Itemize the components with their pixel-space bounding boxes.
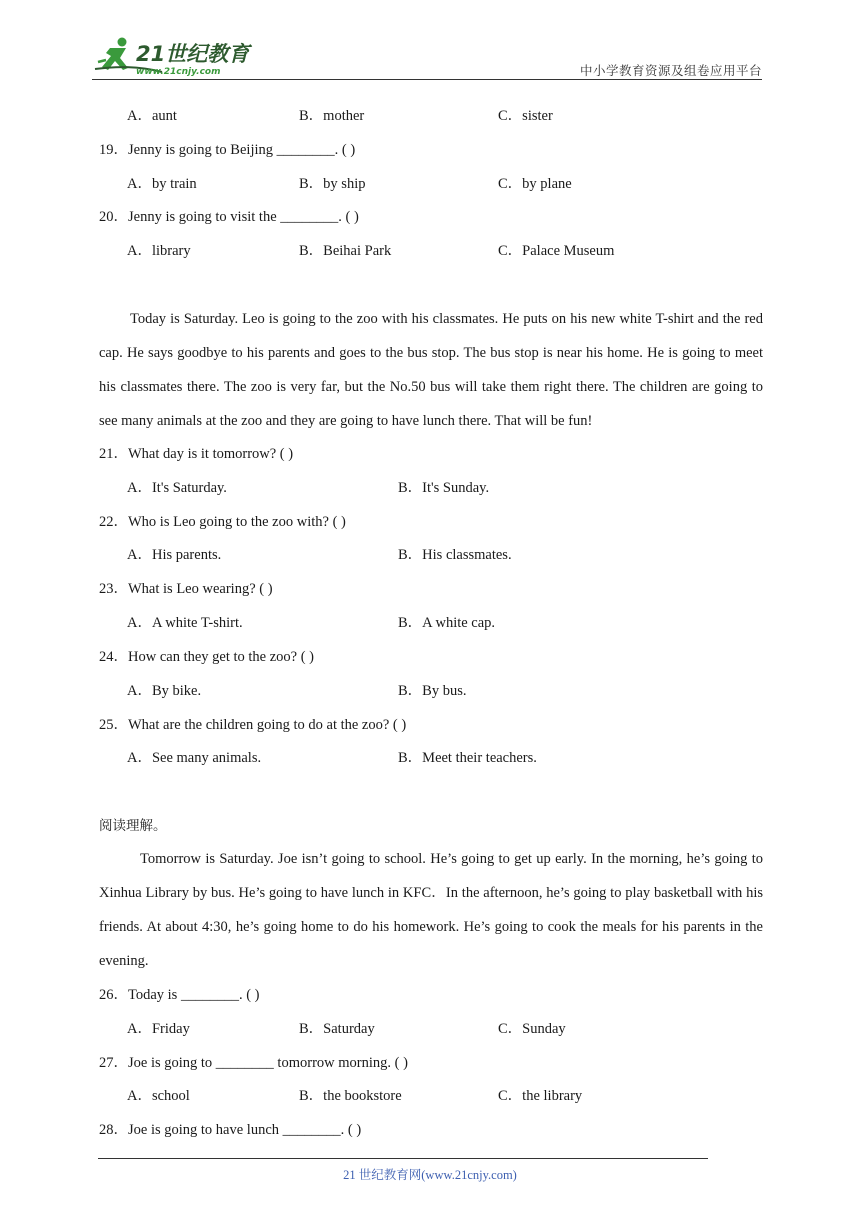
passage-joe: Tomorrow is Saturday. Joe isn’t going to school. He’s going to get up early. In the morning, he’s going to Xinhua Library by bus. He’s going to have lunch in KFC．In the afternoon, he’s going to play basketball with his friends. At about 4:30, he’s going home to do his homework. He’s going to cook the meals for his parents in the evening. bbox=[99, 851, 763, 969]
question-19: 19．Jenny is going to Beijing ________. ( ) bbox=[99, 142, 356, 158]
page-header bbox=[92, 34, 762, 80]
q21-option-a: A．It's Saturday. bbox=[127, 480, 227, 496]
q20-option-b: B．Beihai Park bbox=[299, 243, 392, 259]
footer-site-link[interactable]: 21 世纪教育网(www.21cnjy.com) bbox=[343, 1168, 517, 1182]
question-21: 21．What day is it tomorrow? ( ) bbox=[99, 446, 294, 462]
q20-option-c: C．Palace Museum bbox=[498, 243, 615, 259]
passage-leo: Today is Saturday. Leo is going to the zoo with his classmates. He puts on his new white T-shirt and the red cap. He says goodbye to his parents and goes to the bus stop. The bus stop is near his home. He is going to meet his classmates there. The zoo is very far, but the No.50 bus will take them right there. The children are going to see many animals at the zoo and they are going to have lunch there. That will be fun! bbox=[99, 311, 763, 429]
logo-main-text: 21世纪教育 bbox=[136, 42, 250, 66]
q19-option-a: A．by train bbox=[127, 176, 197, 192]
logo-21cnjy bbox=[92, 34, 262, 78]
q20-option-a: A．library bbox=[127, 243, 191, 259]
question-26: 26．Today is ________. ( ) bbox=[99, 987, 260, 1003]
question-22: 22．Who is Leo going to the zoo with? ( ) bbox=[99, 514, 346, 530]
q26-option-c: C．Sunday bbox=[498, 1021, 566, 1037]
q27-option-c: C．the library bbox=[498, 1088, 583, 1104]
q22-option-a: A．His parents. bbox=[127, 547, 222, 563]
q23-option-b: B．A white cap. bbox=[398, 615, 496, 631]
q26-option-b: B．Saturday bbox=[299, 1021, 375, 1037]
question-24: 24．How can they get to the zoo? ( ) bbox=[99, 649, 315, 665]
header-platform-text: 中小学教育资源及组卷应用平台 bbox=[579, 63, 762, 78]
question-25: 25．What are the children going to do at the zoo? ( ) bbox=[99, 717, 407, 733]
q19-option-c: C．by plane bbox=[498, 176, 572, 192]
q27-option-a: A．school bbox=[127, 1088, 190, 1104]
q21-option-b: B．It's Sunday. bbox=[398, 480, 490, 496]
question-20: 20．Jenny is going to visit the ________. ( ) bbox=[99, 209, 359, 225]
q25-option-a: A．See many animals. bbox=[127, 750, 262, 766]
question-28: 28．Joe is going to have lunch ________. ( ) bbox=[99, 1122, 362, 1138]
q23-option-a: A．A white T-shirt. bbox=[127, 615, 243, 631]
footer-rule bbox=[98, 1158, 708, 1159]
logo-url-text: www.21cnjy.com bbox=[136, 67, 221, 77]
q25-option-b: B．Meet their teachers. bbox=[398, 750, 537, 766]
q24-option-a: A．By bike. bbox=[127, 683, 202, 699]
question-23: 23．What is Leo wearing? ( ) bbox=[99, 581, 273, 597]
header-rule bbox=[92, 79, 762, 80]
question-27: 27．Joe is going to ________ tomorrow morning. ( ) bbox=[99, 1055, 408, 1071]
q18-option-c: C．sister bbox=[498, 108, 553, 124]
q19-option-b: B．by ship bbox=[299, 176, 366, 192]
q26-option-a: A．Friday bbox=[127, 1021, 190, 1037]
q22-option-b: B．His classmates. bbox=[398, 547, 512, 563]
q18-option-b: B．mother bbox=[299, 108, 365, 124]
section-heading-reading: 阅读理解。 bbox=[99, 818, 167, 834]
q27-option-b: B．the bookstore bbox=[299, 1088, 402, 1104]
q18-option-a: A．aunt bbox=[127, 108, 177, 124]
q24-option-b: B．By bus. bbox=[398, 683, 467, 699]
